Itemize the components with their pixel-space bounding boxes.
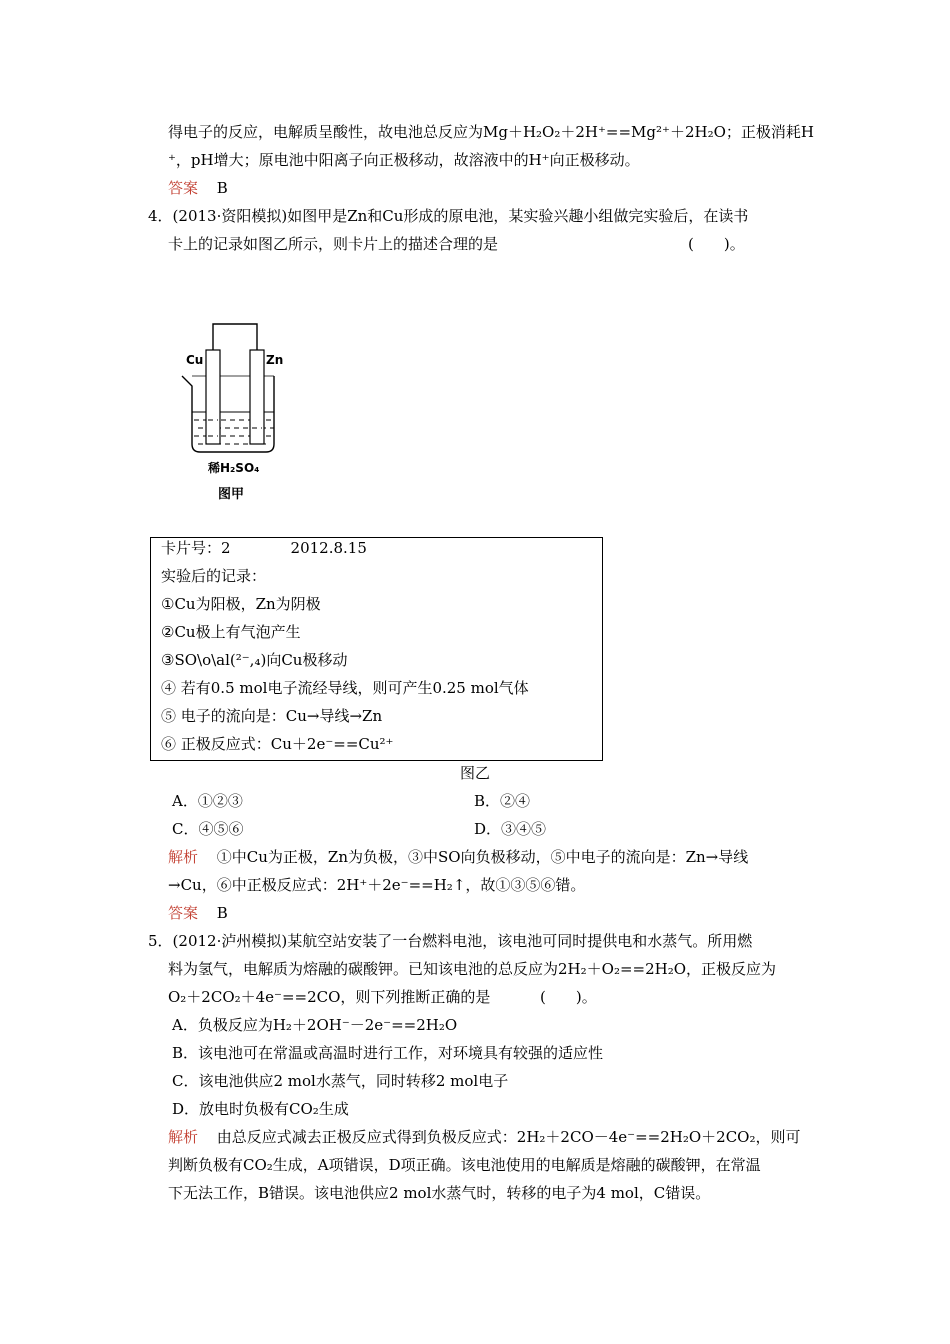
solution-label: 稀H₂SO₄ (208, 461, 260, 475)
card-header: 卡片号：2 2012.8.15 (161, 539, 367, 557)
answer-value: B (216, 179, 228, 197)
galvanic-cell-figure (178, 320, 288, 510)
q4-analysis-line-2: →Cu，⑥中正极反应式：2H⁺＋2e⁻==H₂↑，故①③⑤⑥错。 (168, 876, 586, 894)
figure-b-caption: 图乙 (460, 764, 491, 782)
q5-option-d: D．放电时负极有CO₂生成 (172, 1100, 349, 1118)
analysis-label: 解析 (168, 1128, 199, 1146)
q4-analysis-line-1 (168, 847, 748, 867)
q5-option-c: C．该电池供应2 mol水蒸气，同时转移2 mol电子 (172, 1072, 509, 1090)
q4-option-a: A．①②③ (172, 792, 243, 810)
prev-answer (168, 178, 228, 198)
q4-stem-line-2: 卡上的记录如图乙所示，则卡片上的描述合理的是 (168, 235, 499, 253)
prev-analysis-line-2: ⁺，pH增大；原电池中阳离子向正极移动，故溶液中的H⁺向正极移动。 (168, 151, 640, 169)
analysis-label: 解析 (168, 848, 199, 866)
q5-stem-line-2: 料为氢气，电解质为熔融的碳酸钾。已知该电池的总反应为2H₂＋O₂==2H₂O，正极反应为 (168, 960, 777, 978)
card-line-6: ⑤ 电子的流向是：Cu→导线→Zn (161, 707, 383, 725)
q4-option-b: B．②④ (474, 792, 531, 810)
card-line-1: 实验后的记录： (161, 567, 267, 585)
q5-analysis-line-1 (168, 1127, 801, 1147)
q4-answer (168, 903, 228, 923)
record-card (150, 537, 603, 761)
q5-option-b: B．该电池可在常温或高温时进行工作，对环境具有较强的适应性 (172, 1044, 604, 1062)
prev-analysis-line-1: 得电子的反应，电解质呈酸性，故电池总反应为Mg＋H₂O₂＋2H⁺==Mg²⁺＋2H₂O；正极消耗H (168, 123, 814, 141)
q5-option-a: A．负极反应为H₂＋2OH⁻－2e⁻==2H₂O (172, 1016, 458, 1034)
cu-label: Cu (186, 353, 204, 367)
answer-label: 答案 (168, 179, 199, 197)
q5-analysis-line-2: 判断负极有CO₂生成，A项错误，D项正确。该电池使用的电解质是熔融的碳酸钾，在常温 (168, 1156, 761, 1174)
cu-electrode (206, 350, 220, 444)
answer-value: B (216, 904, 228, 922)
card-line-3: ②Cu极上有气泡产生 (161, 623, 301, 641)
analysis-text: ①中Cu为正极，Zn为负极，③中SO向负极移动，⑤中电子的流向是：Zn→导线 (216, 848, 749, 866)
q4-answer-paren: ( )。 (688, 235, 745, 253)
q5-answer-paren: ( )。 (540, 988, 597, 1006)
q4-stem-line-1: 4．(2013·资阳模拟)如图甲是Zn和Cu形成的原电池，某实验兴趣小组做完实验后，在读书 (148, 207, 749, 225)
answer-label: 答案 (168, 904, 199, 922)
card-line-5: ④ 若有0.5 mol电子流经导线，则可产生0.25 mol气体 (161, 679, 529, 697)
card-line-4: ③SO\o\al(²⁻,₄)向Cu极移动 (161, 651, 348, 669)
q4-option-c: C．④⑤⑥ (172, 820, 244, 838)
q5-analysis-line-3: 下无法工作，B错误。该电池供应2 mol水蒸气时，转移的电子为4 mol，C错误。 (168, 1184, 711, 1202)
zn-electrode (250, 350, 264, 444)
q4-option-d: D．③④⑤ (474, 820, 547, 838)
zn-label: Zn (266, 353, 284, 367)
q5-stem-line-1: 5．(2012·泸州模拟)某航空站安装了一台燃料电池，该电池可同时提供电和水蒸气。所用燃 (148, 932, 753, 950)
q5-stem-line-3: O₂＋2CO₂＋4e⁻==2CO，则下列推断正确的是 (168, 988, 491, 1006)
card-line-2: ①Cu为阳极，Zn为阴极 (161, 595, 321, 613)
analysis-text: 由总反应式减去正极反应式得到负极反应式：2H₂＋2CO－4e⁻==2H₂O＋2CO₂，则可 (216, 1128, 801, 1146)
card-line-7: ⑥ 正极反应式：Cu＋2e⁻==Cu²⁺ (161, 735, 394, 753)
figure-a-caption: 图甲 (218, 487, 245, 502)
